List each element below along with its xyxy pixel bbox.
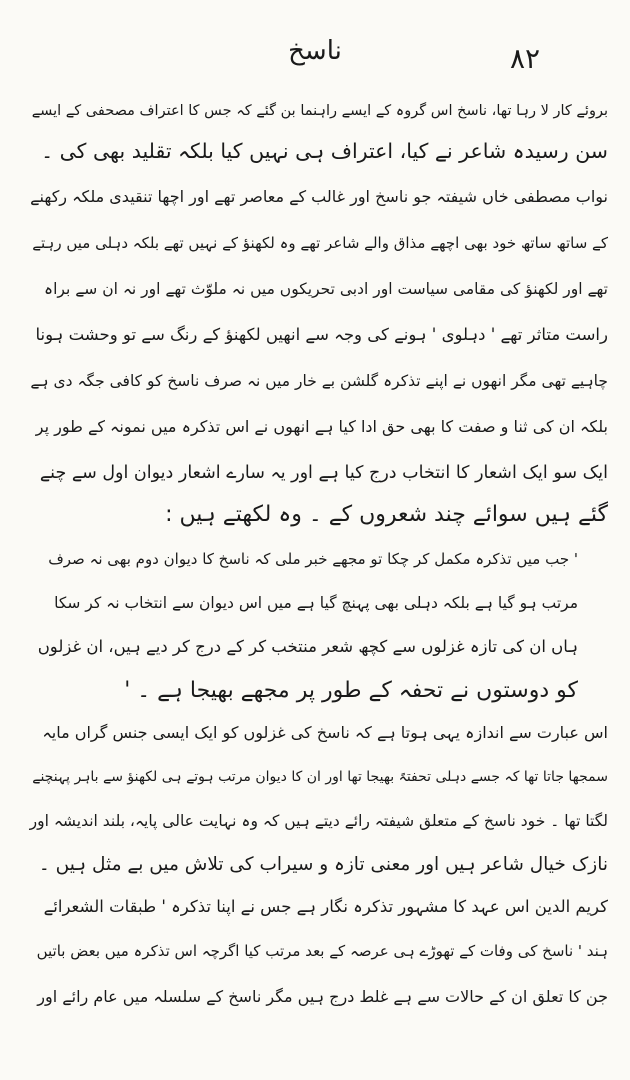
quote-line: مرتب ہو گیا ہے بلکہ دہلی بھی پہنچ گیا ہے میں اس دیوان سے انتخاب نہ کر سکا	[54, 594, 578, 612]
text-line: راست متاثر تھے ' دہلوی ' ہونے کی وجہ سے انھیں لکھنؤ کے رنگ سے تو وحشت ہونا	[35, 325, 608, 344]
text-line: کے ساتھ ساتھ خود بھی اچھے مذاق والے شاعر تھے وہ لکھنؤ کے نہیں تھے بلکہ دہلی میں رہتے	[32, 234, 608, 252]
text-line: کریم الدین اس عہد کا مشہور تذکرہ نگار ہے جس نے اپنا تذکرہ ' طبقات الشعرائے	[43, 897, 608, 916]
page-header	[0, 36, 630, 76]
text-line: بروئے کار لا رہا تھا، ناسخ اس گروہ کے ایسے راہنما بن گئے کہ جس کا اعتراف مصحفی کے ایسے	[31, 103, 608, 119]
quote-line: کو دوستوں نے تحفہ کے طور پر مجھے بھیجا ہے ۔ '	[124, 678, 578, 703]
text-line: نواب مصطفی خاں شیفتہ جو ناسخ اور غالب کے معاصر تھے اور اچھا تنقیدی ملکہ رکھنے	[30, 187, 608, 206]
text-line: گئے ہیں سوائے چند شعروں کے ۔ وہ لکھتے ہیں :	[165, 502, 608, 527]
quote-line: ہاں ان کی تازہ غزلوں سے کچھ شعر منتخب کر کے درج کر دیے ہیں، ان غزلوں	[37, 637, 578, 656]
quote-line: ' جب میں تذکرہ مکمل کر چکا تو مجھے خبر ملی کہ ناسخ کا دیوان دوم بھی نہ صرف	[48, 550, 578, 568]
text-line: ہند ' ناسخ کی وفات کے تھوڑے ہی عرصہ کے بعد مرتب کیا اگرچہ اس تذکرہ میں بعض باتیں	[36, 942, 608, 960]
text-line: سن رسیدہ شاعر نے کیا، اعتراف ہی نہیں کیا بلکہ تقلید بھی کی ۔	[41, 139, 608, 163]
text-line: نازک خیال شاعر ہیں اور معنی تازہ و سیراب کی تلاش میں بے مثل ہیں ۔	[38, 854, 608, 875]
text-line: اس عبارت سے اندازہ یہی ہوتا ہے کہ ناسخ کی غزلوں کو ایک ایسی جنس گراں مایہ	[42, 723, 608, 742]
text-line: سمجھا جاتا تھا کہ جسے دہلی تحفتہً بھیجا تھا اور ان کا دیوان مرتب ہوتے ہی لکھنؤ سے باہر پہنچنے	[32, 769, 608, 785]
text-line: چاہیے تھی مگر انھوں نے اپنے تذکرہ گلشن بے خار میں نہ صرف ناسخ کو کافی جگہ دی ہے	[30, 372, 608, 390]
page-number: ۸۲	[510, 42, 541, 75]
text-line: جن کا تعلق ان کے حالات سے ہے غلط درج ہیں مگر ناسخ کے سلسلہ میں عام رائے اور	[37, 987, 608, 1006]
running-title: ناسخ	[288, 36, 342, 66]
text-line: بلکہ ان کی ثنا و صفت کا بھی حق ادا کیا ہے انھوں نے اس تذکرہ میں نمونہ کے طور پر	[35, 417, 608, 436]
text-line: لگتا تھا ۔ خود ناسخ کے متعلق شیفتہ رائے دیتے ہیں کہ وہ نہایت عالی پایہ، بلند اندیشہ اور	[29, 812, 608, 830]
text-line: ایک سو ایک اشعار کا انتخاب درج کیا ہے اور یہ سارے اشعار دیوان اول سے چنے	[39, 463, 608, 483]
text-line: تھے اور لکھنؤ کی مقامی سیاست اور ادبی تحریکوں میں نہ ملوّث تھے اور نہ ان سے براہ	[44, 280, 608, 298]
